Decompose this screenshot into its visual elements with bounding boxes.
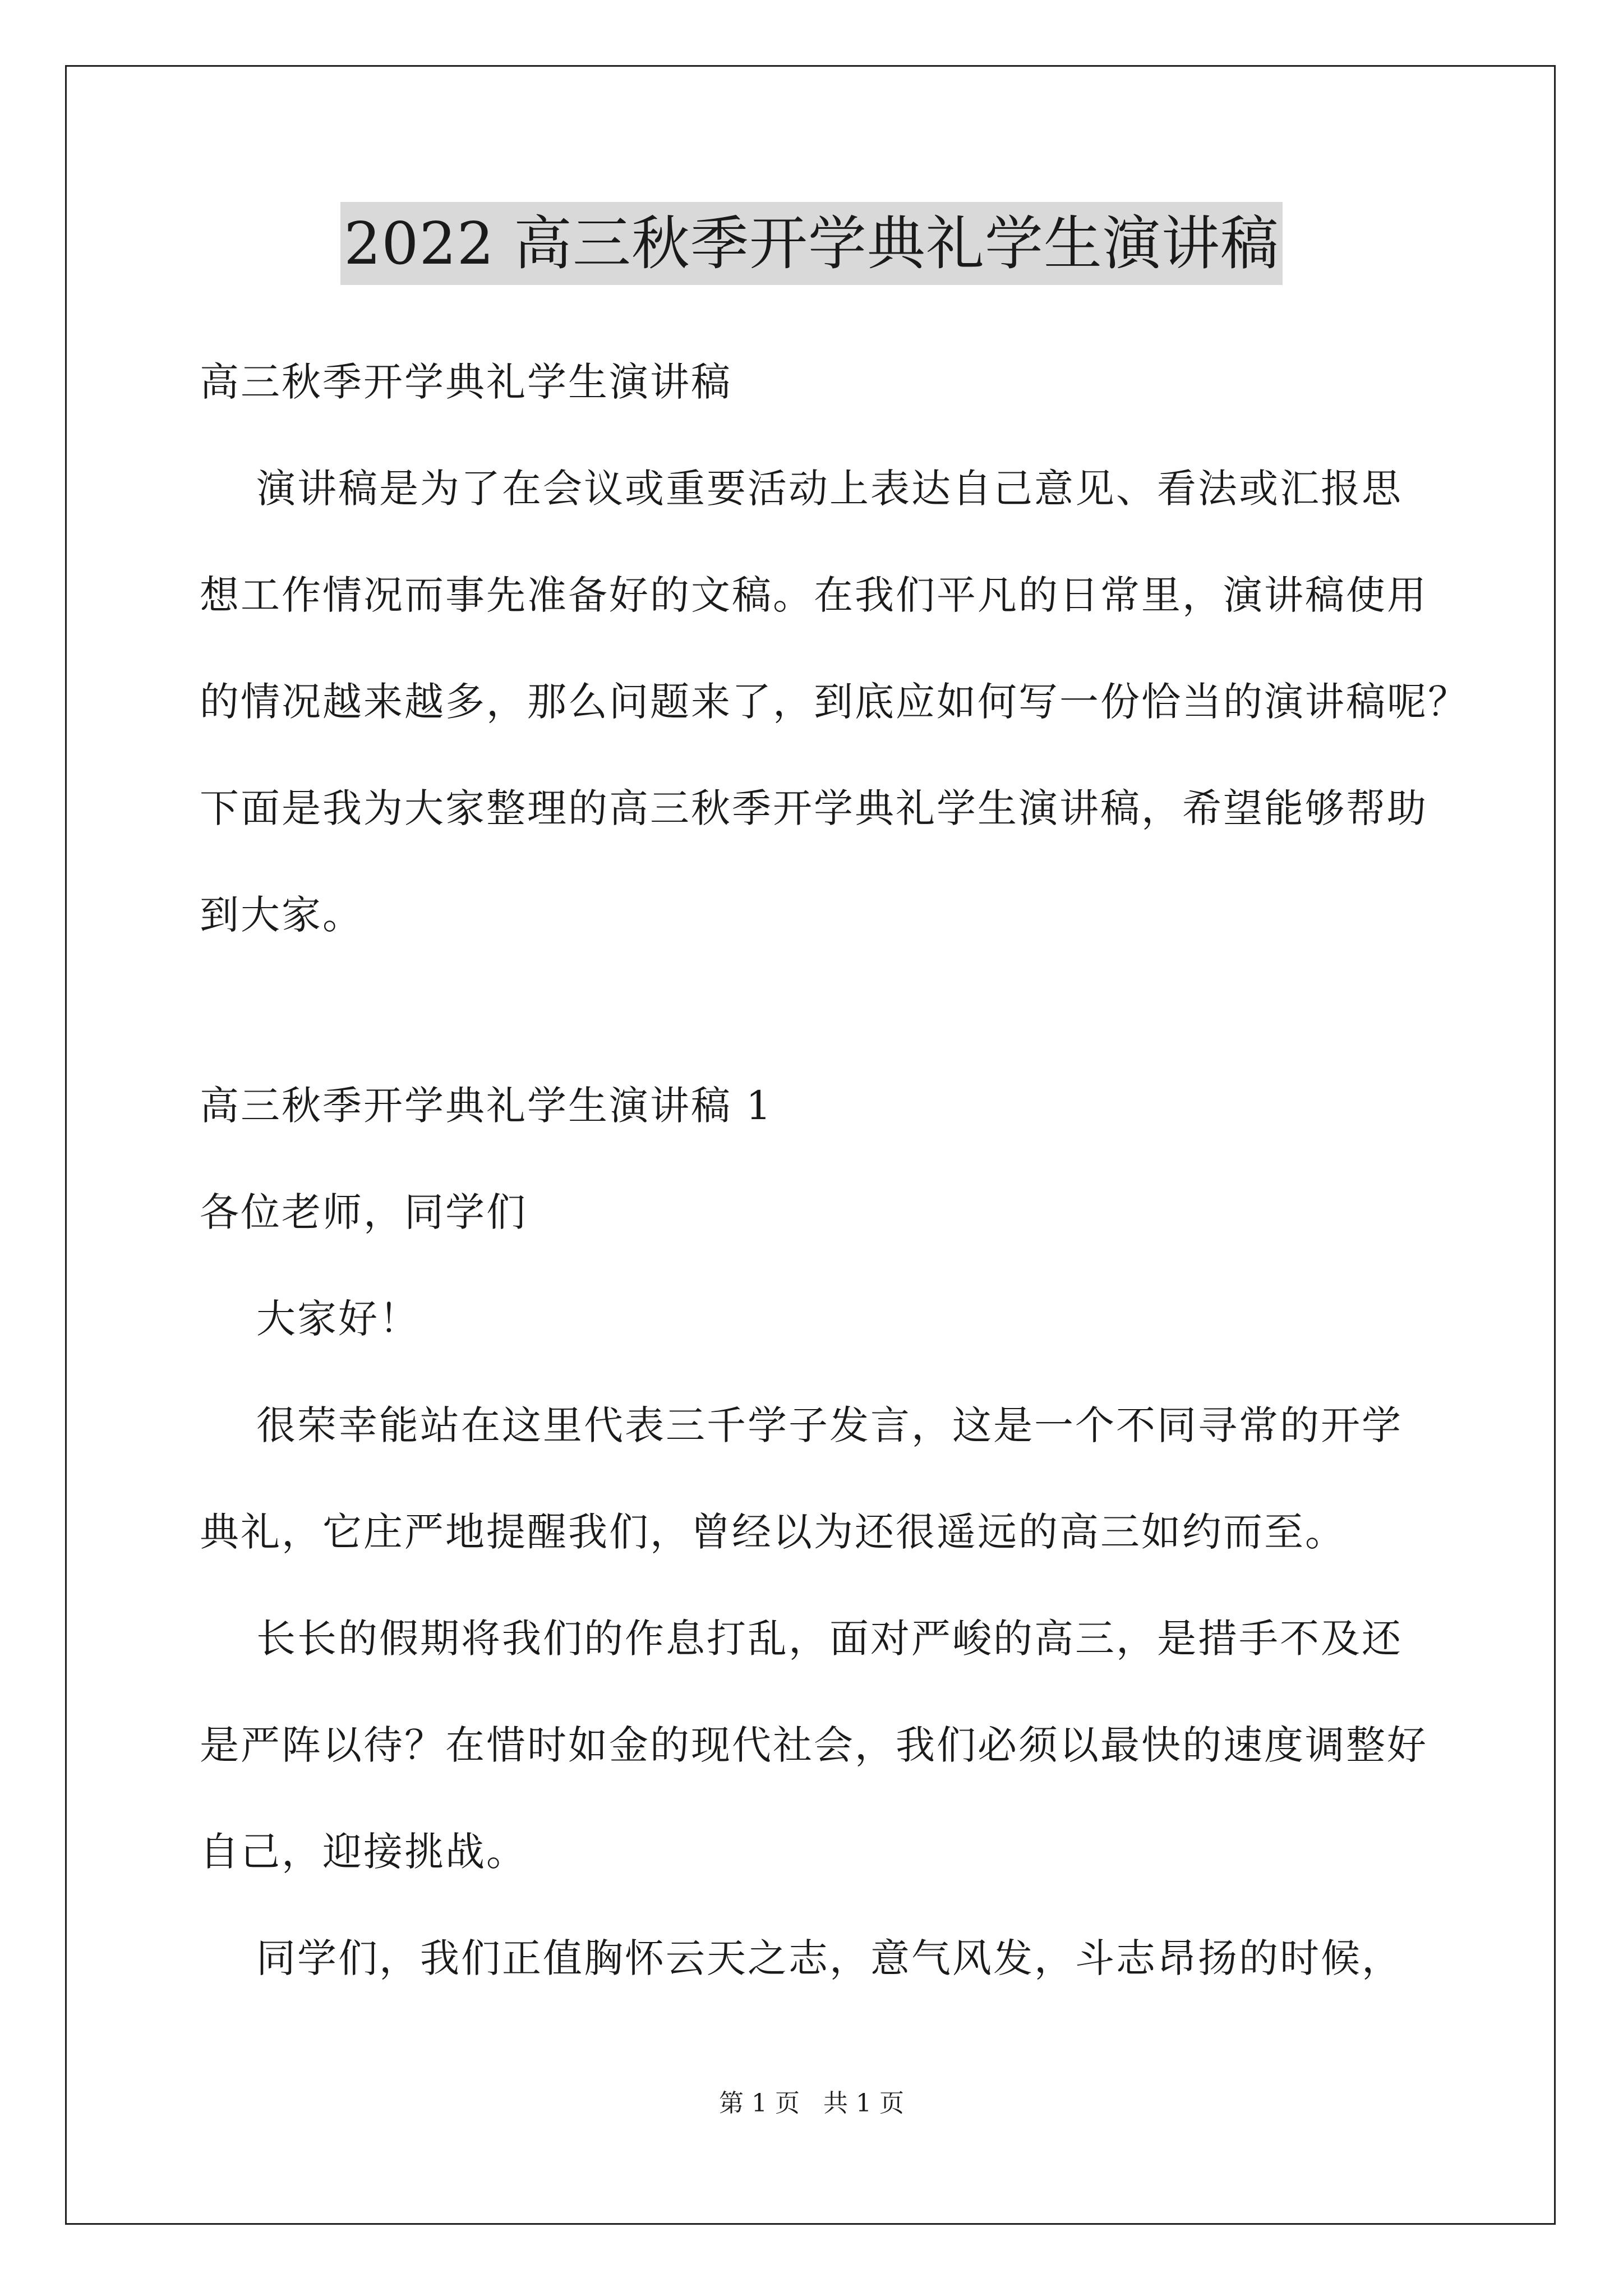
- body-line: 自己，迎接挑战。: [200, 1829, 527, 1875]
- document-title: 2022 高三秋季开学典礼学生演讲稿: [340, 202, 1283, 285]
- intro-line: 的情况越来越多，那么问题来了，到底应如何写一份恰当的演讲稿呢？: [200, 679, 1469, 725]
- intro-line: 演讲稿是为了在会议或重要活动上表达自己意见、看法或汇报思: [200, 466, 1403, 512]
- greeting: 大家好！: [200, 1296, 421, 1342]
- intro-line: 到大家。: [200, 892, 363, 938]
- salutation: 各位老师，同学们: [200, 1189, 527, 1235]
- section-heading: 高三秋季开学典礼学生演讲稿 1: [200, 1083, 773, 1129]
- body-line: 是严阵以待？在惜时如金的现代社会，我们必须以最快的速度调整好: [200, 1722, 1428, 1768]
- body-line: 很荣幸能站在这里代表三千学子发言，这是一个不同寻常的开学: [200, 1402, 1403, 1448]
- page-footer: 第 1 页 共 1 页: [719, 2089, 904, 2118]
- title-container: [0, 202, 1623, 285]
- intro-line: 想工作情况而事先准备好的文稿。在我们平凡的日常里，演讲稿使用: [200, 572, 1428, 618]
- body-line: 长长的假期将我们的作息打乱，面对严峻的高三，是措手不及还: [200, 1616, 1403, 1662]
- document-subtitle: 高三秋季开学典礼学生演讲稿: [200, 359, 732, 405]
- intro-line: 下面是我为大家整理的高三秋季开学典礼学生演讲稿，希望能够帮助: [200, 785, 1428, 831]
- body-line: 典礼，它庄严地提醒我们，曾经以为还很遥远的高三如约而至。: [200, 1509, 1346, 1555]
- body-line: 同学们，我们正值胸怀云天之志，意气风发，斗志昂扬的时候，: [200, 1935, 1403, 1981]
